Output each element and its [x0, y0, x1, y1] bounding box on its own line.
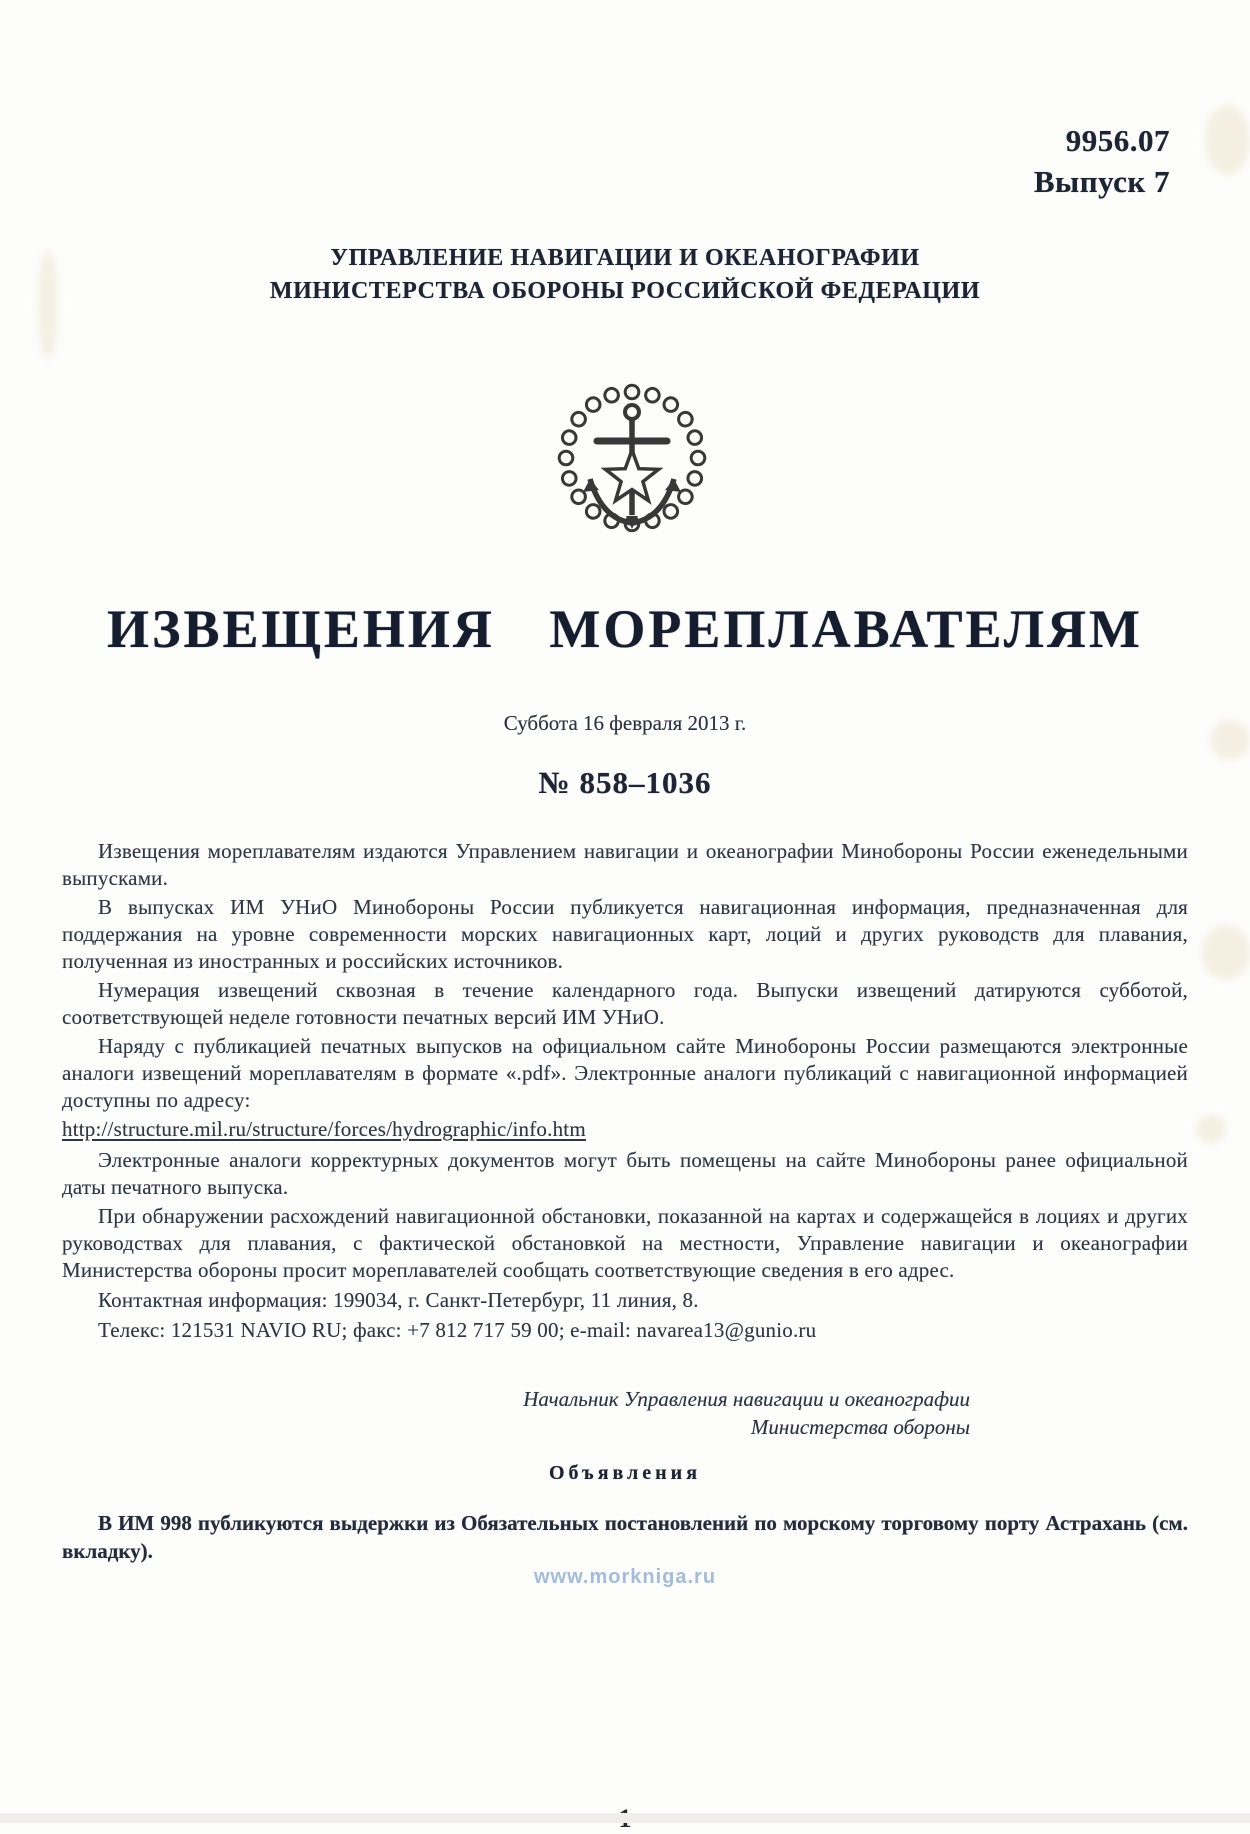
- body-paragraph: Извещения мореплавателям издаются Управлением навигации и океанографии Минобороны России еженедельными выпусками.: [62, 839, 1188, 890]
- page-footer-strip: [0, 1813, 1250, 1823]
- masthead: [0, 242, 1250, 308]
- body-paragraph: Нумерация извещений сквозная в течение календарного года. Выпуски извещений датируются субботой, соответствующей неделе готовности печатных версий ИМ УНиО.: [62, 978, 1188, 1029]
- body-text: [62, 838, 1188, 1344]
- watermark: www.morkniga.ru: [533, 1566, 717, 1588]
- scan-smudge: [1205, 105, 1250, 175]
- issue-code: 9956.07: [1065, 123, 1170, 158]
- body-paragraph: При обнаружении расхождений навигационной обстановки, показанной на картах и содержащейся в лоциях и других руководствах для плавания, с фактической обстановкой на местности, Управление навигации и океанографии Министерства обороны просит мореплавателей сообщать соответствующие сведения в его адрес.: [62, 1204, 1188, 1282]
- signature-block: [523, 1385, 970, 1441]
- signature-line-1: Начальник Управления навигации и океанографии: [523, 1387, 970, 1411]
- issue-number-range: № 858–1036: [538, 765, 712, 800]
- document-title: ИЗВЕЩЕНИЯ МОРЕПЛАВАТЕЛЯМ: [107, 599, 1143, 659]
- contact-line-2: Телекс: 121531 NAVIO RU; факс: +7 812 717 59 00; e-mail: navarea13@gunio.ru: [98, 1318, 817, 1342]
- hydrographic-info-link[interactable]: http://structure.mil.ru/structure/forces/hydrographic/info.htm: [62, 1117, 586, 1141]
- issue-label: Выпуск 7: [1033, 164, 1170, 199]
- masthead-line-2: МИНИСТЕРСТВА ОБОРОНЫ РОССИЙСКОЙ ФЕДЕРАЦИИ: [269, 278, 981, 304]
- signature-line-2: Министерства обороны: [750, 1415, 970, 1439]
- anchor-star-chain-emblem-icon: [556, 383, 708, 533]
- masthead-line-1: УПРАВЛЕНИЕ НАВИГАЦИИ И ОКЕАНОГРАФИИ: [330, 245, 920, 271]
- announcements-heading: Объявления: [548, 1462, 702, 1484]
- announcement-paragraph: В ИМ 998 публикуются выдержки из Обязательных постановлений по морскому торговому порту Астрахань (см. вкладку).: [62, 1511, 1188, 1563]
- body-paragraph: Электронные аналоги корректурных документов могут быть помещены на сайте Минобороны ранее официальной даты печатного выпуска.: [62, 1148, 1188, 1199]
- body-paragraph: В выпусках ИМ УНиО Минобороны России публикуется навигационная информация, предназначенная для поддержания на уровне современности морских навигационных карт, лоций и других руководств для плавания, полученная из иностранных и российских источников.: [62, 895, 1188, 973]
- scan-smudge: [1196, 1115, 1226, 1143]
- issue-block: [1034, 120, 1170, 202]
- body-paragraph: Наряду с публикацией печатных выпусков на официальном сайте Минобороны России размещаются электронные аналоги извещений мореплавателям в формате «.pdf». Электронные аналоги публикаций с навигационной информацией доступны по адресу:: [62, 1034, 1188, 1112]
- contact-line-1: Контактная информация: 199034, г. Санкт-Петербург, 11 линия, 8.: [98, 1288, 699, 1312]
- date-line: Суббота 16 февраля 2013 г.: [503, 711, 747, 735]
- scan-smudge: [1202, 925, 1250, 980]
